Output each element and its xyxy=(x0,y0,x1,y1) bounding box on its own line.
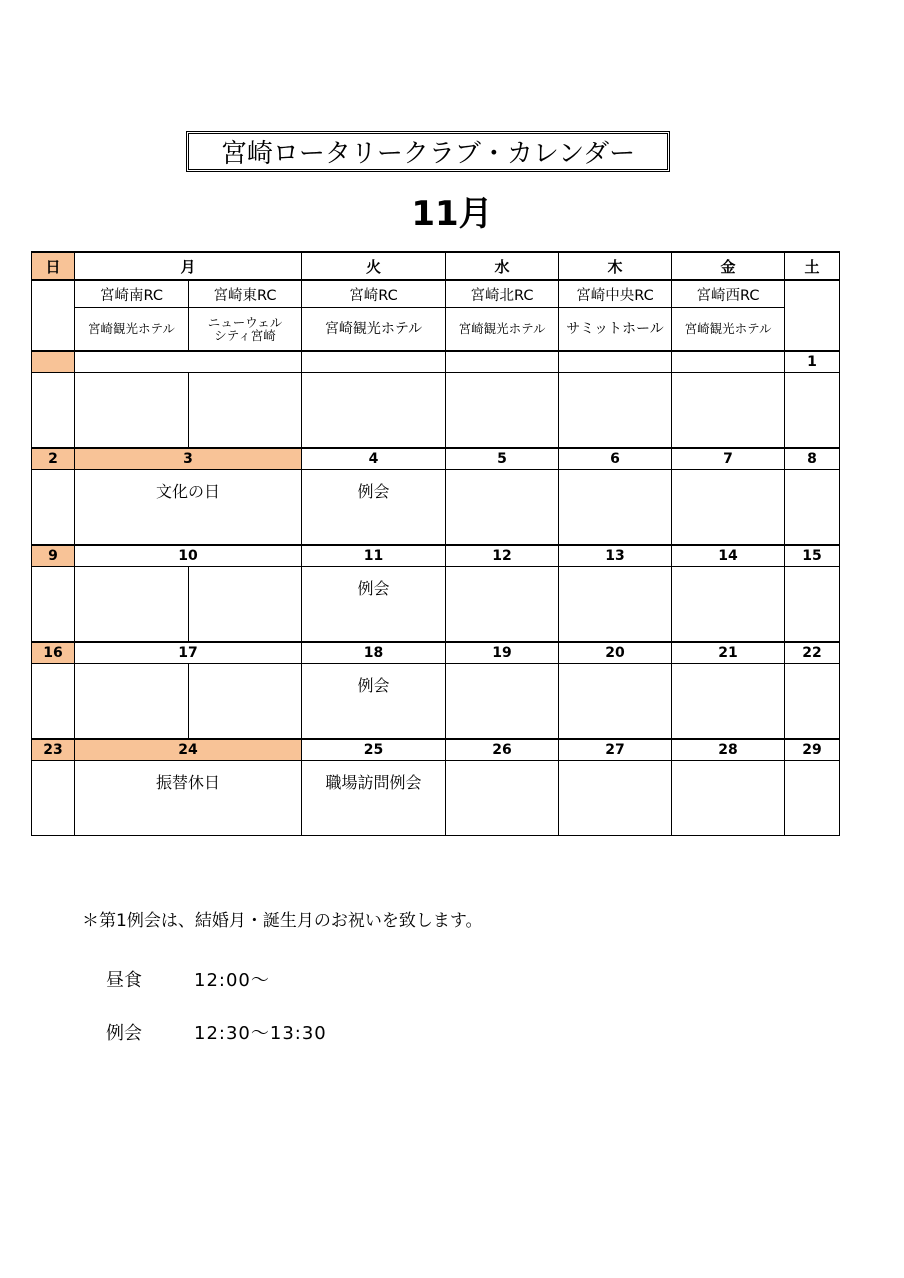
club-blank-sat xyxy=(785,280,840,351)
club-fri: 宮崎西RC xyxy=(672,280,785,308)
date-cell-sun xyxy=(32,351,75,373)
club-thu: 宮崎中央RC xyxy=(559,280,672,308)
club-mon-b: 宮崎東RC xyxy=(189,280,302,308)
week-3-date-row xyxy=(32,545,840,567)
date-cell-tue: 25 xyxy=(302,739,446,761)
event-cell-sun xyxy=(32,761,75,836)
event-cell-sun xyxy=(32,664,75,740)
date-cell-tue: 4 xyxy=(302,448,446,470)
schedule-meeting-label: 例会 xyxy=(106,1023,142,1044)
weekday-thu: 木 xyxy=(559,252,672,280)
meeting-label: 例会 xyxy=(357,579,390,598)
date-cell-thu: 20 xyxy=(559,642,672,664)
date-cell-fri: 7 xyxy=(672,448,785,470)
date-cell-tue xyxy=(302,351,446,373)
date-cell-thu: 27 xyxy=(559,739,672,761)
week-1-event-row xyxy=(32,373,840,449)
event-cell-wed xyxy=(446,567,559,643)
event-cell-sun xyxy=(32,567,75,643)
date-cell-wed: 12 xyxy=(446,545,559,567)
event-cell-fri xyxy=(672,761,785,836)
event-cell-fri xyxy=(672,567,785,643)
event-cell-tue xyxy=(302,664,446,740)
schedule-lunch xyxy=(106,966,270,992)
holiday-label: 文化の日 xyxy=(156,482,221,501)
event-cell-sat xyxy=(785,470,840,546)
event-cell-thu xyxy=(559,664,672,740)
event-cell-sat xyxy=(785,664,840,740)
club-tue: 宮崎RC xyxy=(302,280,446,308)
event-cell-fri xyxy=(672,373,785,449)
venue-row xyxy=(32,308,840,352)
date-cell-mon: 17 xyxy=(75,642,302,664)
venue-tue: 宮崎観光ホテル xyxy=(302,308,446,352)
date-cell-mon-holiday: 24 xyxy=(75,739,302,761)
date-cell-fri: 21 xyxy=(672,642,785,664)
event-cell-wed xyxy=(446,373,559,449)
date-cell-sat: 15 xyxy=(785,545,840,567)
week-2-event-row xyxy=(32,470,840,546)
event-cell-tue xyxy=(302,761,446,836)
club-wed: 宮崎北RC xyxy=(446,280,559,308)
club-mon-a: 宮崎南RC xyxy=(75,280,189,308)
date-cell-mon xyxy=(75,351,302,373)
event-cell-mon-a xyxy=(75,373,189,449)
event-cell-sat xyxy=(785,373,840,449)
meeting-label: 職場訪問例会 xyxy=(325,773,422,792)
date-cell-sat: 22 xyxy=(785,642,840,664)
meeting-label: 例会 xyxy=(357,676,390,695)
event-cell-mon-a xyxy=(75,567,189,643)
date-cell-mon: 10 xyxy=(75,545,302,567)
date-cell-sat: 29 xyxy=(785,739,840,761)
week-5-date-row xyxy=(32,739,840,761)
event-cell-tue xyxy=(302,567,446,643)
date-cell-wed: 19 xyxy=(446,642,559,664)
event-cell-mon xyxy=(75,470,302,546)
note-text: ＊第1例会は、結婚月・誕生月のお祝いを致します。 xyxy=(82,911,483,931)
event-cell-wed xyxy=(446,664,559,740)
date-cell-wed: 5 xyxy=(446,448,559,470)
date-cell-fri: 28 xyxy=(672,739,785,761)
month-heading: 11月 xyxy=(411,194,493,234)
date-cell-sun: 2 xyxy=(32,448,75,470)
club-name-row xyxy=(32,280,840,308)
weekday-header-row xyxy=(32,252,840,280)
weekday-tue: 火 xyxy=(302,252,446,280)
weekday-fri: 金 xyxy=(672,252,785,280)
weekday-mon: 月 xyxy=(75,252,302,280)
week-3-event-row xyxy=(32,567,840,643)
club-blank-sun xyxy=(32,280,75,351)
event-cell-mon-b xyxy=(189,567,302,643)
schedule-lunch-label: 昼食 xyxy=(106,970,142,991)
date-cell-fri: 14 xyxy=(672,545,785,567)
event-cell-tue xyxy=(302,470,446,546)
venue-mon-b-line1: ニューウェル xyxy=(207,314,283,330)
venue-thu: サミットホール xyxy=(559,308,672,352)
date-cell-sat: 1 xyxy=(785,351,840,373)
date-cell-sun: 16 xyxy=(32,642,75,664)
event-cell-wed xyxy=(446,761,559,836)
week-4-date-row xyxy=(32,642,840,664)
event-cell-wed xyxy=(446,470,559,546)
event-cell-thu xyxy=(559,567,672,643)
weekday-sat: 土 xyxy=(785,252,840,280)
calendar-table xyxy=(31,251,840,836)
event-cell-sat xyxy=(785,761,840,836)
calendar-title-text: 宮崎ロータリークラブ・カレンダー xyxy=(220,139,636,169)
schedule-lunch-time: 12:00～ xyxy=(194,970,270,991)
event-cell-thu xyxy=(559,373,672,449)
schedule-meeting-time: 12:30～13:30 xyxy=(194,1023,327,1044)
schedule-meeting xyxy=(106,1019,327,1045)
date-cell-thu xyxy=(559,351,672,373)
venue-mon-b-line2: シティ宮崎 xyxy=(214,328,276,343)
week-2-date-row xyxy=(32,448,840,470)
week-4-event-row xyxy=(32,664,840,740)
event-cell-sat xyxy=(785,567,840,643)
event-cell-mon xyxy=(75,761,302,836)
venue-mon-a: 宮崎観光ホテル xyxy=(75,308,189,352)
event-cell-fri xyxy=(672,470,785,546)
date-cell-fri xyxy=(672,351,785,373)
date-cell-wed: 26 xyxy=(446,739,559,761)
date-cell-sun: 9 xyxy=(32,545,75,567)
event-cell-thu xyxy=(559,470,672,546)
date-cell-sun: 23 xyxy=(32,739,75,761)
date-cell-tue: 11 xyxy=(302,545,446,567)
event-cell-mon-b xyxy=(189,373,302,449)
venue-mon-b xyxy=(189,308,302,352)
venue-fri: 宮崎観光ホテル xyxy=(672,308,785,352)
date-cell-thu: 13 xyxy=(559,545,672,567)
week-1-date-row xyxy=(32,351,840,373)
event-cell-mon-b xyxy=(189,664,302,740)
event-cell-fri xyxy=(672,664,785,740)
event-cell-mon-a xyxy=(75,664,189,740)
date-cell-sat: 8 xyxy=(785,448,840,470)
calendar-title xyxy=(186,131,670,172)
date-cell-wed xyxy=(446,351,559,373)
date-cell-tue: 18 xyxy=(302,642,446,664)
event-cell-sun xyxy=(32,470,75,546)
venue-wed: 宮崎観光ホテル xyxy=(446,308,559,352)
event-cell-tue xyxy=(302,373,446,449)
week-5-event-row xyxy=(32,761,840,836)
date-cell-mon-holiday: 3 xyxy=(75,448,302,470)
weekday-wed: 水 xyxy=(446,252,559,280)
weekday-sun: 日 xyxy=(32,252,75,280)
holiday-label: 振替休日 xyxy=(156,773,221,792)
meeting-label: 例会 xyxy=(357,482,390,501)
event-cell-thu xyxy=(559,761,672,836)
date-cell-thu: 6 xyxy=(559,448,672,470)
event-cell-sun xyxy=(32,373,75,449)
